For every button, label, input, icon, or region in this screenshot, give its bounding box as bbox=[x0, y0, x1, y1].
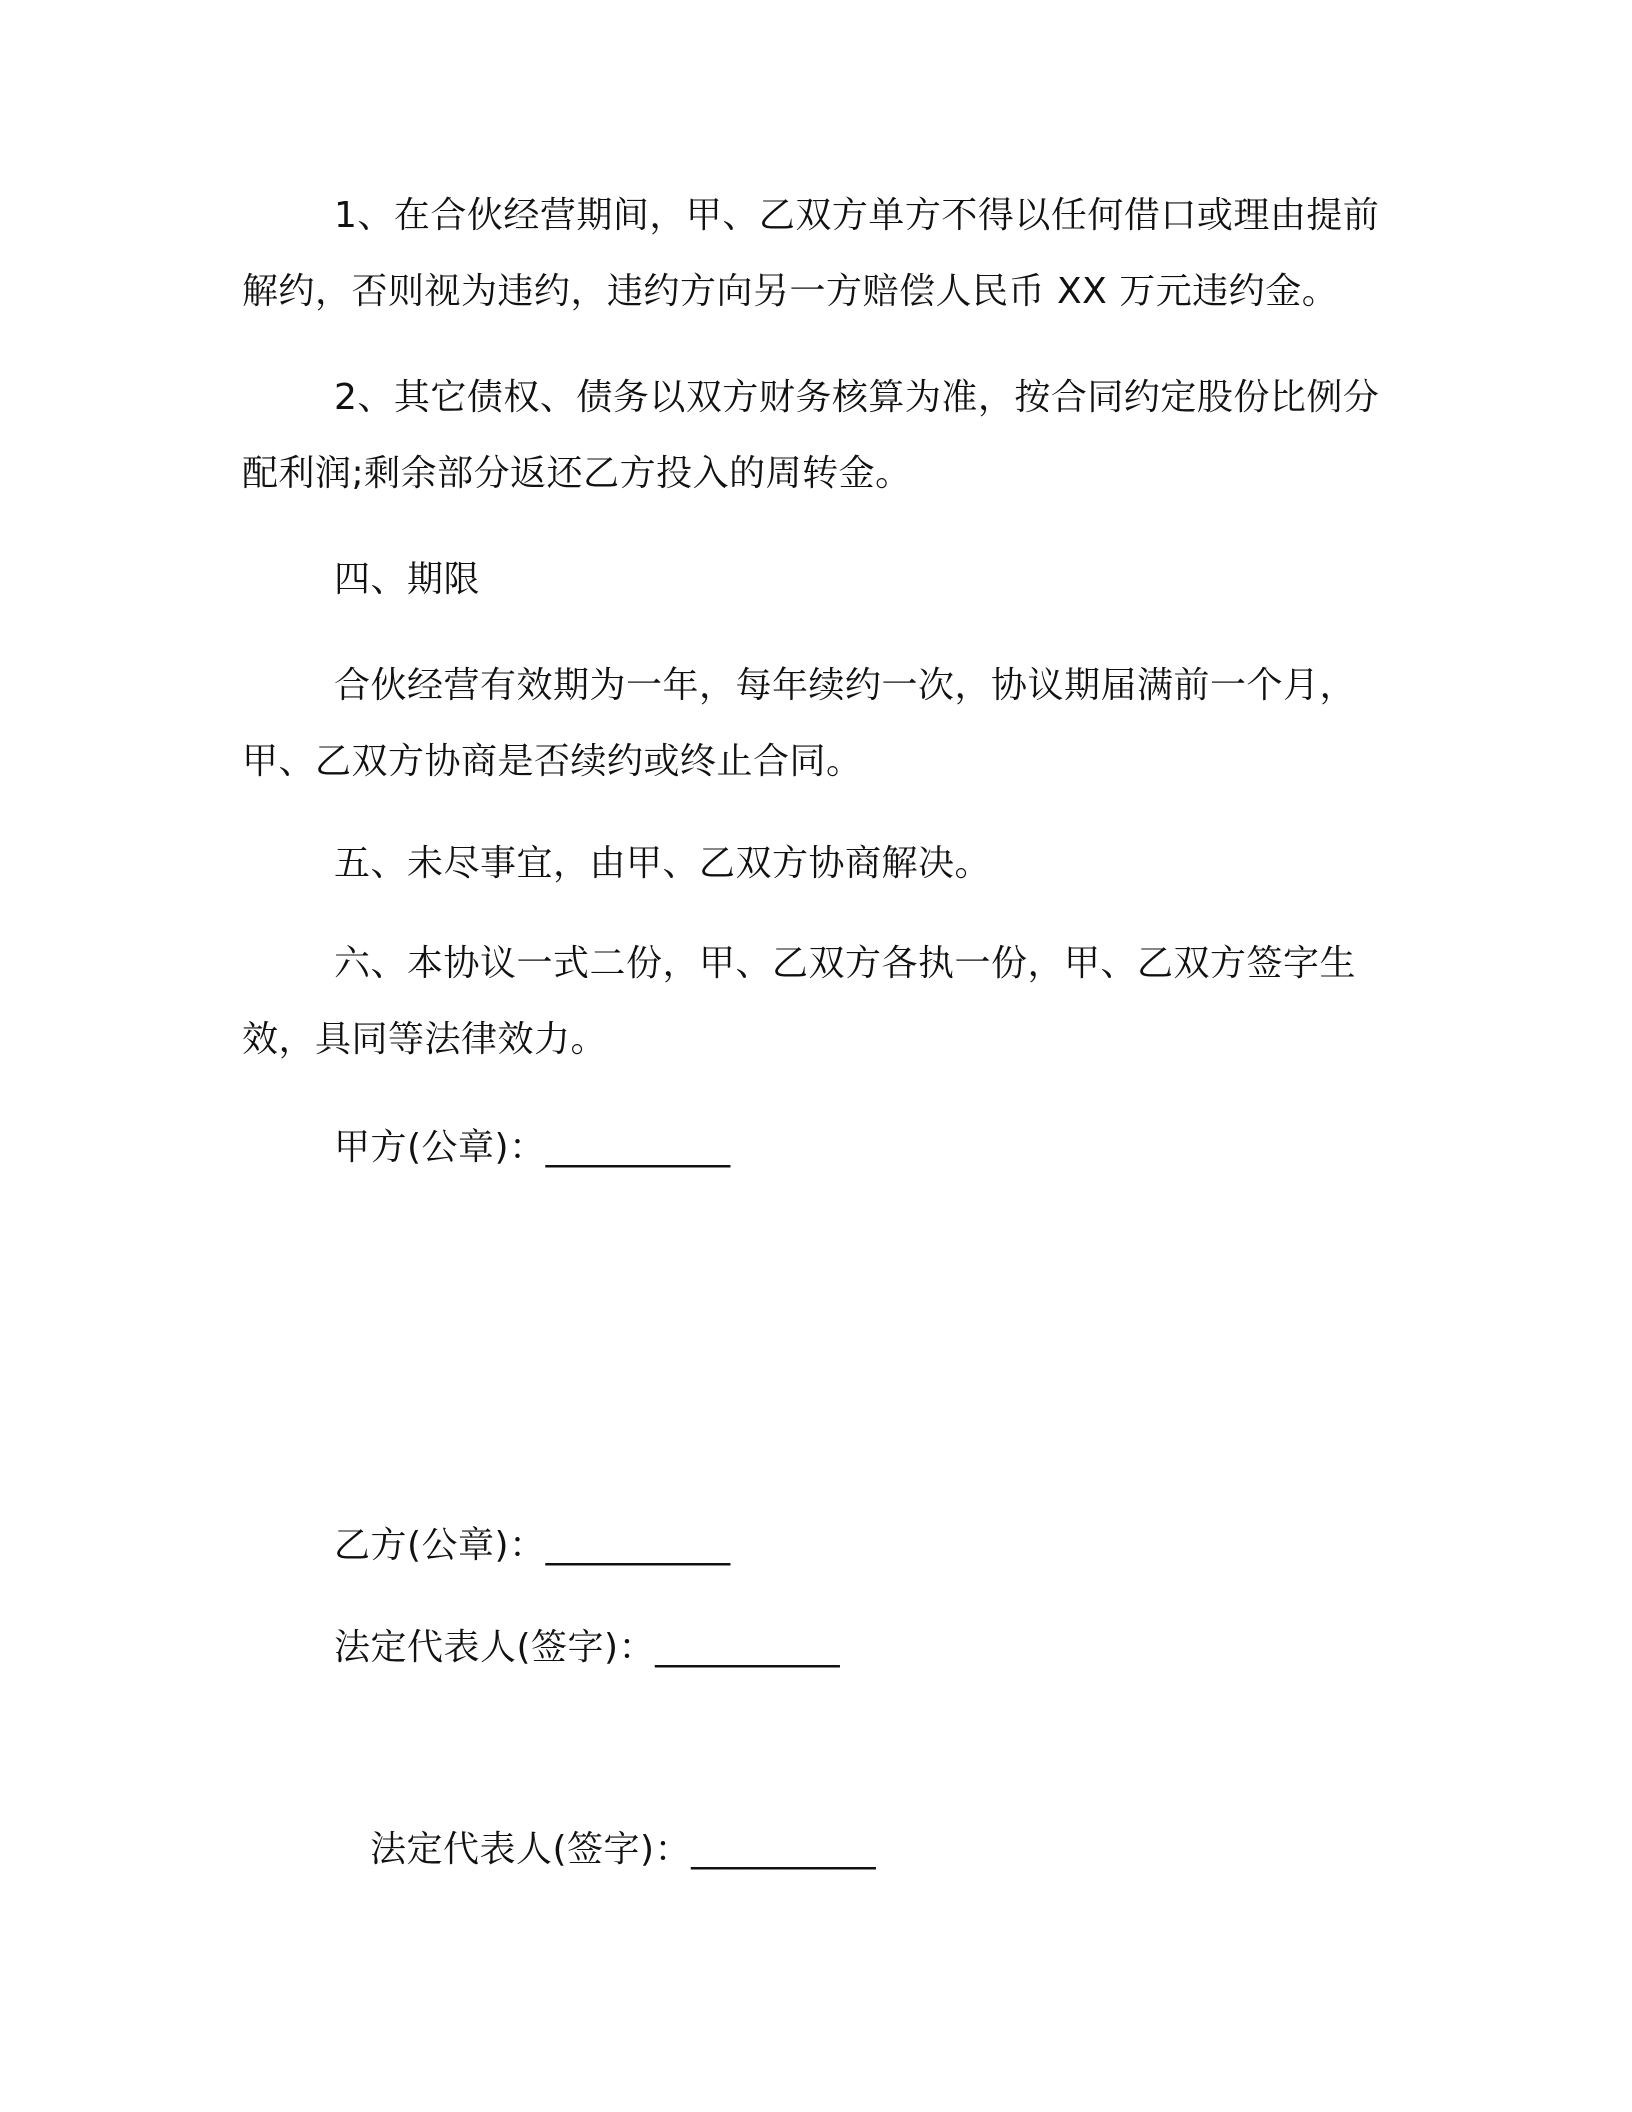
clause-5-paragraph: 五、未尽事宜，由甲、乙双方协商解决。 bbox=[334, 843, 992, 884]
clause-1-paragraph: 1、在合伙经营期间，甲、乙双方单方不得以任何借口或理由提前解约，否则视为违约，违约方向另一方赔偿人民币 XX 万元违约金。 bbox=[242, 195, 1380, 312]
party-b-seal-line: 乙方(公章)：__________ bbox=[334, 1525, 731, 1566]
clause-2-paragraph: 2、其它债权、债务以双方财务核算为准，按合同约定股份比例分配利润;剩余部分返还乙方投入的周转金。 bbox=[242, 377, 1380, 494]
legal-rep-signature-line: 法定代表人(签字)：__________ bbox=[334, 1627, 841, 1668]
clause-6-paragraph: 六、本协议一式二份，甲、乙双方各执一份，甲、乙双方签字生效，具同等法律效力。 bbox=[242, 943, 1357, 1060]
party-a-seal-line: 甲方(公章)：__________ bbox=[334, 1127, 731, 1168]
legal-rep-signature-line-2: 法定代表人(签字)：__________ bbox=[370, 1829, 877, 1870]
term-paragraph: 合伙经营有效期为一年，每年续约一次，协议期届满前一个月，甲、乙双方协商是否续约或终止合同。 bbox=[242, 665, 1357, 782]
section-4-heading: 四、期限 bbox=[334, 559, 481, 600]
